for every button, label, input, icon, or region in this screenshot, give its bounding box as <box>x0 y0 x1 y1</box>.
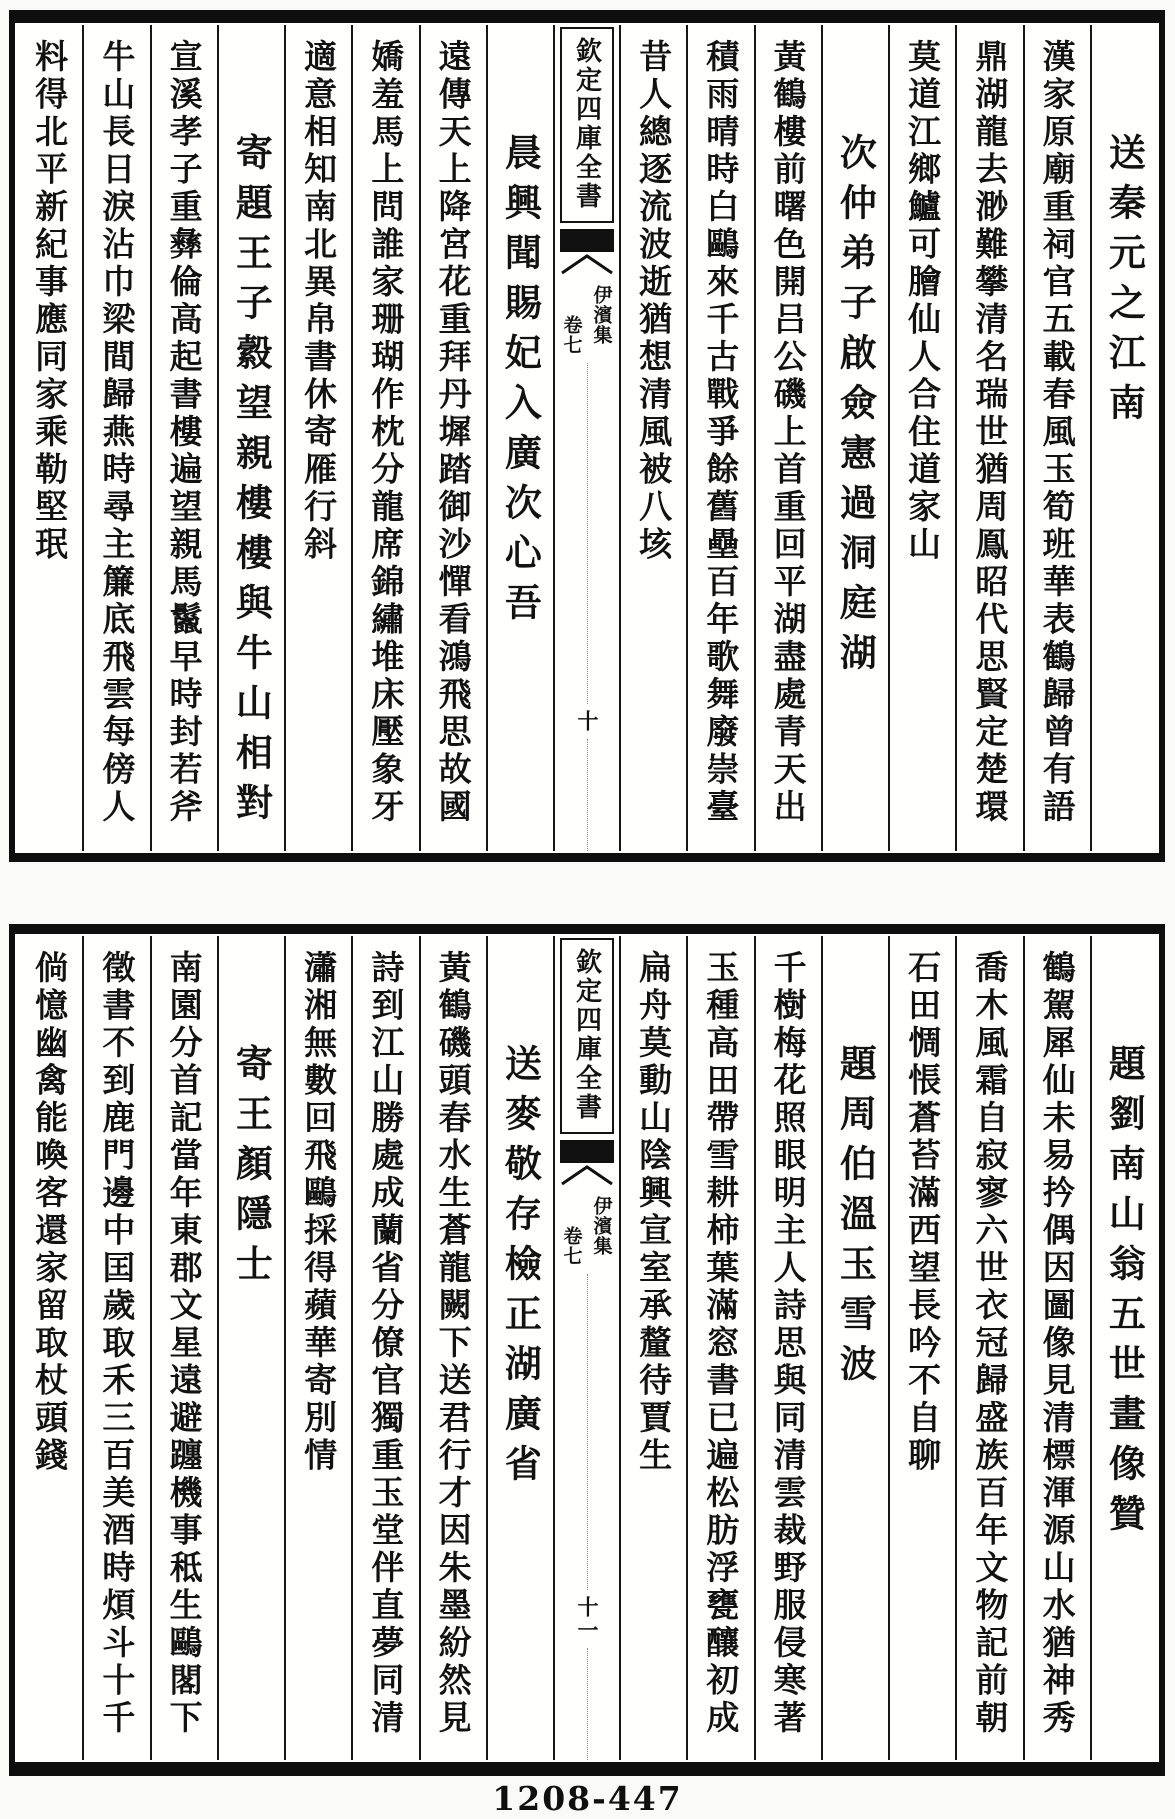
poem-title-column <box>1090 25 1157 851</box>
column-text: 牛山長日淚沾巾梁間歸燕時尋主簾底飛雲每傍人 <box>97 39 137 827</box>
banxin-center-rule-lower <box>587 1648 588 1760</box>
poem-line-column <box>419 936 486 1760</box>
column-text: 寄王顏隱士 <box>229 1044 274 1294</box>
folio-number: 十一 <box>575 1596 600 1642</box>
poem-line-column <box>150 936 217 1760</box>
column-text: 黃鶴樓前曙色開吕公磯上首重回平湖盡處青天出 <box>768 39 808 827</box>
poem-title-column <box>486 936 553 1760</box>
banxin-series-title-box <box>560 938 614 1134</box>
column-text: 黃鶴磯頭春水生蒼龍闕下送君行才因朱墨紛然見 <box>433 950 473 1738</box>
column-text: 千樹梅花照眼明主人詩思與同清雲裁野服侵寒著 <box>768 950 808 1738</box>
banxin-volume-label: 卷七 <box>560 1226 583 1266</box>
column-grid <box>17 25 1157 851</box>
poem-title-column <box>1090 936 1157 1760</box>
column-text: 積雨晴時白鷗來千古戰爭餘舊壘百年歌舞廢崇臺 <box>701 39 741 827</box>
column-text: 送秦元之江南 <box>1102 133 1147 433</box>
poem-line-column <box>686 936 753 1760</box>
column-text: 扁舟莫動山陰興宣室承釐待賈生 <box>634 950 674 1475</box>
poem-line-column <box>17 936 82 1760</box>
banxin-folio <box>555 1596 619 1642</box>
column-text: 玉種高田帶雪耕柿葉滿窓書已遍松肪浮甕釀初成 <box>701 950 741 1738</box>
column-text: 詩到江山勝處成蘭省分僚官獨重玉堂伴直夢同清 <box>366 950 406 1738</box>
poem-title-column <box>821 936 888 1760</box>
poem-line-column <box>284 936 351 1760</box>
poem-line-column <box>284 25 351 851</box>
folio-block-top <box>9 10 1165 862</box>
column-text: 遠傳天上降宮花重拜丹墀踏御沙憚看鴻飛思故國 <box>433 39 473 827</box>
banxin-center-rule <box>587 1274 588 1590</box>
banxin-series-title-box <box>560 27 614 223</box>
banxin-meta <box>555 1196 619 1266</box>
column-text: 寄題王子縠望親樓樓與牛山相對 <box>229 133 274 833</box>
poem-title-column <box>217 25 284 851</box>
folio-block-bottom <box>9 924 1165 1776</box>
column-text: 倘憶幽禽能喚客還家留取杖頭錢 <box>30 950 70 1475</box>
column-text: 莫道江鄉鱸可膾仙人合住道家山 <box>903 39 943 564</box>
banxin-book-title: 伊濱集 <box>590 285 613 345</box>
poem-line-column <box>888 25 955 851</box>
fishtail-mark <box>560 1140 614 1186</box>
poem-line-column <box>619 936 686 1760</box>
poem-line-column <box>686 25 753 851</box>
banxin-column <box>553 25 619 851</box>
poem-title-column <box>217 936 284 1760</box>
column-text: 喬木風霜自寂寥六世衣冠歸盛族百年文物記前朝 <box>970 950 1010 1738</box>
column-text: 瀟湘無數回飛鷗採得蘋華寄別情 <box>299 950 339 1475</box>
column-text: 石田惆悵蒼苔滿西望長吟不自聊 <box>903 950 943 1475</box>
column-text: 題劉南山翁五世畫像贊 <box>1102 1044 1147 1544</box>
poem-title-column <box>486 25 553 851</box>
banxin-volume-label: 卷七 <box>560 315 583 355</box>
folio-number: 十 <box>575 710 600 733</box>
column-text: 次仲弟子啟僉憲過洞庭湖 <box>833 133 878 683</box>
banxin-column <box>553 936 619 1760</box>
poem-line-column <box>619 25 686 851</box>
column-text: 鼎湖龍去渺難攀清名瑞世猶周鳯昭代思賢定楚環 <box>970 39 1010 827</box>
poem-line-column <box>17 25 82 851</box>
column-text: 晨興聞賜妃入廣次心吾 <box>498 133 543 633</box>
column-text: 漢家原廟重祠官五載春風玉筍班華表鶴歸曾有語 <box>1037 39 1077 827</box>
column-text: 徵書不到鹿門邊中囯歲取禾三百美酒時煩斗十千 <box>97 950 137 1738</box>
poem-line-column <box>955 936 1022 1760</box>
poem-line-column <box>955 25 1022 851</box>
poem-line-column <box>754 25 821 851</box>
banxin-meta <box>555 285 619 355</box>
column-grid <box>17 936 1157 1760</box>
banxin-series-title: 欽定四庫全書 <box>571 37 602 211</box>
poem-line-column <box>82 936 149 1760</box>
banxin-series-title: 欽定四庫全書 <box>571 948 602 1122</box>
column-text: 送麥敬存檢正湖廣省 <box>498 1044 543 1494</box>
column-text: 題周伯溫玉雪波 <box>833 1044 878 1394</box>
fishtail-mark <box>560 229 614 275</box>
poem-line-column <box>150 25 217 851</box>
column-text: 適意相知南北異帛書休寄雁行斜 <box>299 39 339 564</box>
banxin-folio <box>555 710 619 733</box>
poem-line-column <box>1023 936 1090 1760</box>
column-text: 料得北平新紀事應同家乘勒堅珉 <box>30 39 70 564</box>
column-text: 昔人總逐流波逝猶想清風被八垓 <box>634 39 674 564</box>
poem-line-column <box>419 25 486 851</box>
column-text: 鶴駕犀仙未易扲偶因圖像見清標渾源山水猶神秀 <box>1037 950 1077 1738</box>
poem-line-column <box>888 936 955 1760</box>
poem-line-column <box>351 936 418 1760</box>
poem-line-column <box>1023 25 1090 851</box>
column-text: 嬌羞馬上問誰家珊瑚作枕分龍席錦繡堆床壓象牙 <box>366 39 406 827</box>
poem-title-column <box>821 25 888 851</box>
page-number-label: 1208-447 <box>492 1779 683 1818</box>
banxin-center-rule-lower <box>587 739 588 851</box>
banxin-center-rule <box>587 363 588 704</box>
column-text: 南園分首記當年東郡文星遠避躔機事秪生鷗閣下 <box>164 950 204 1738</box>
poem-line-column <box>351 25 418 851</box>
poem-line-column <box>754 936 821 1760</box>
poem-line-column <box>82 25 149 851</box>
column-text: 宣溪孝子重彝倫高起書樓遍望親馬鬣早時封若斧 <box>164 39 204 827</box>
banxin-book-title: 伊濱集 <box>590 1196 613 1256</box>
